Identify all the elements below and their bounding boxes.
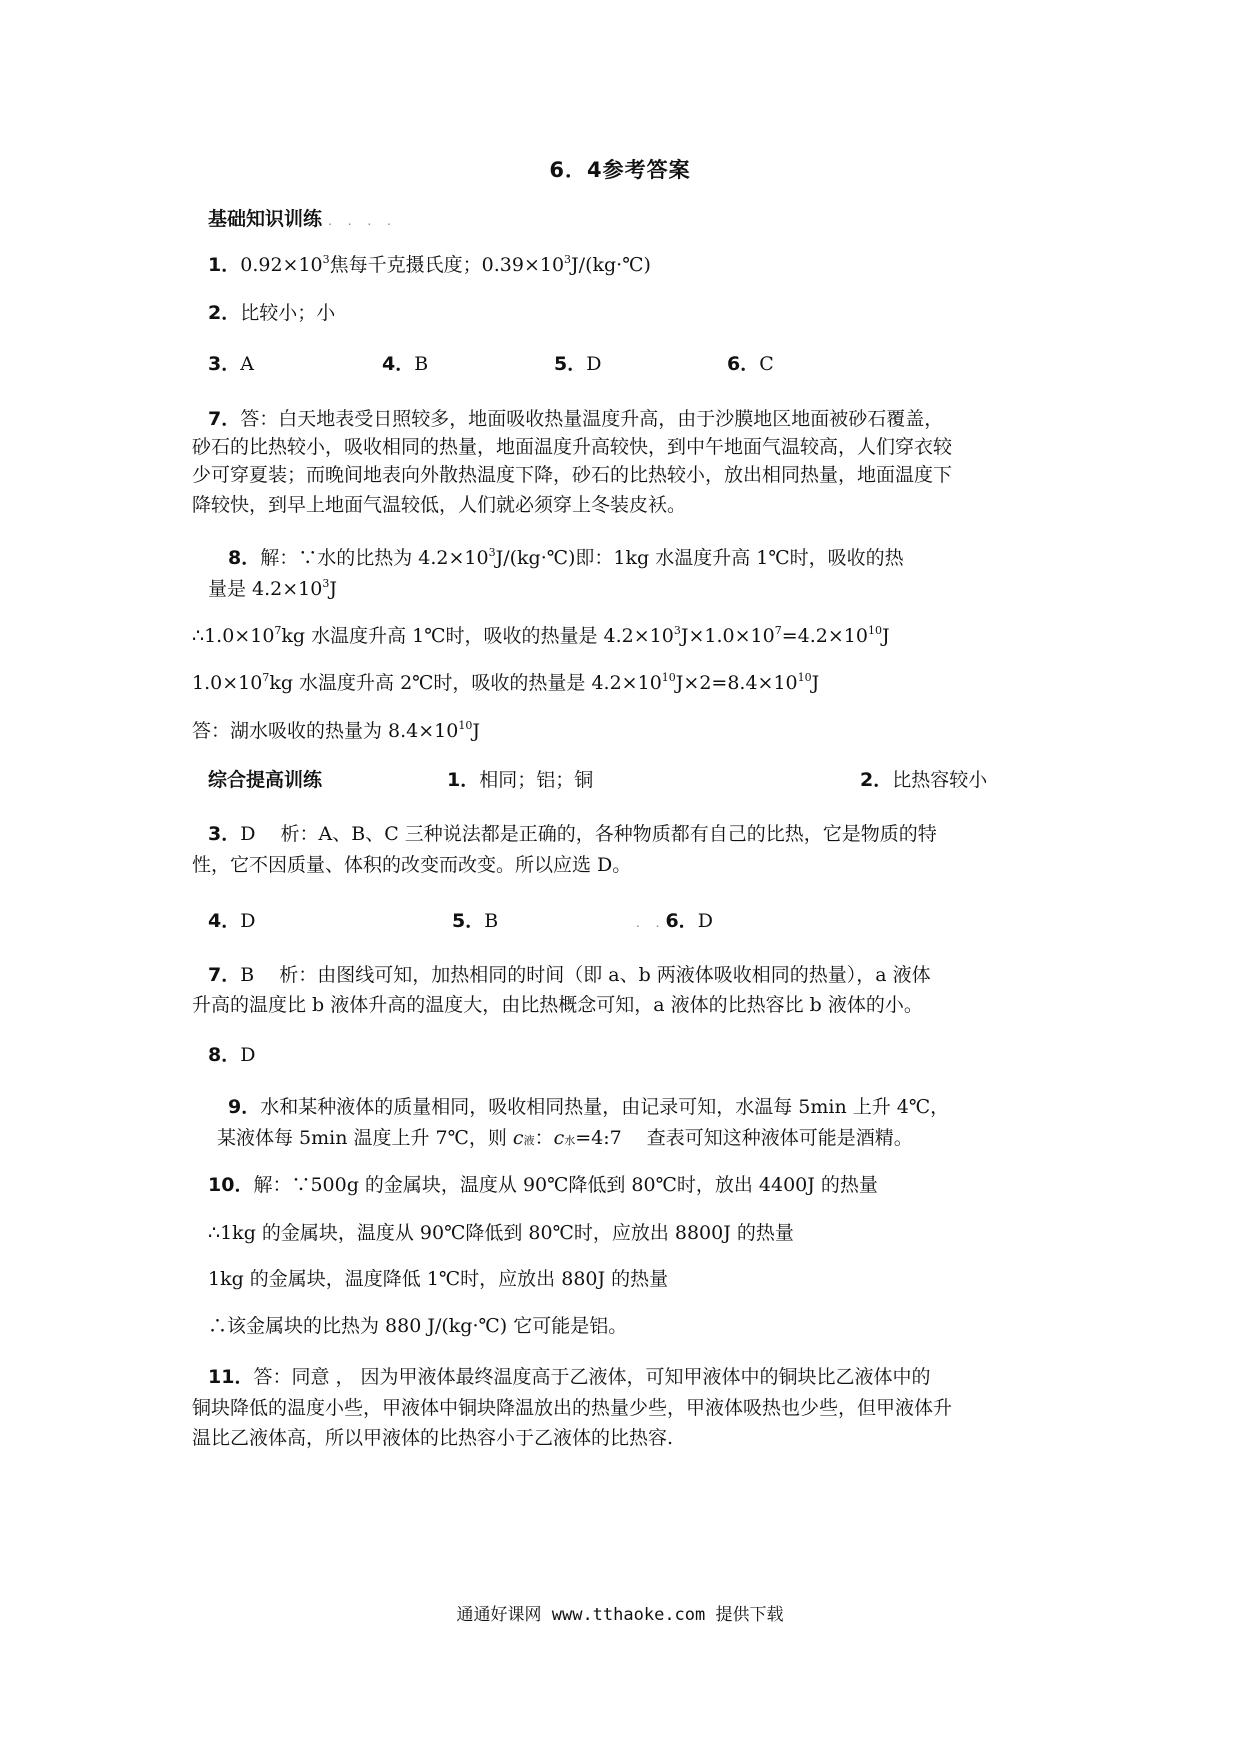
answer-text: C	[759, 353, 774, 375]
answer-text: D	[240, 1044, 256, 1066]
basic-q3-to-q6-row	[208, 349, 1028, 380]
advanced-q4	[208, 906, 255, 933]
question-number: 5．	[452, 910, 485, 932]
answer-text: B	[484, 910, 499, 932]
answer-text: D 析：A、B、C 三种说法都是正确的，各种物质都有自己的比热，它是物质的特	[240, 823, 937, 845]
page-title: 6．4参考答案	[549, 158, 691, 182]
answer-text: D	[586, 353, 602, 375]
exponent: 10	[867, 624, 882, 637]
answer-text: 某液体每 5min 温度上升 7℃，则	[217, 1127, 513, 1149]
answer-text: ∴1.0×10	[192, 625, 275, 647]
answer-text: 水和某种液体的质量相同，吸收相同热量，由记录可知，水温每 5min 上升 4℃，	[260, 1096, 950, 1118]
dots: . .	[636, 916, 666, 930]
answer-text: J/(kg·℃)	[571, 254, 651, 276]
advanced-q10-line4: ∴该金属块的比热为 880 J/(kg·℃) 它可能是铝。	[208, 1315, 628, 1337]
basic-q3	[208, 349, 254, 376]
answer-text: J×1.0×10	[680, 625, 775, 647]
heading-dots: . . . .	[328, 214, 397, 228]
answer-text: B	[414, 353, 429, 375]
footer-source: 通通好课网 www.tthaoke.com 提供下载	[456, 1605, 784, 1625]
basic-q5	[554, 349, 601, 376]
answer-text: J	[329, 578, 337, 600]
advanced-q1	[447, 765, 707, 796]
specific-heat-symbol: c	[553, 1127, 565, 1149]
answer-text: =4:7 查表可知这种液体可能是酒精。	[575, 1127, 913, 1149]
exponent: 3	[673, 624, 681, 637]
section-basic-heading: 基础知识训练	[208, 208, 323, 230]
advanced-q11-line3: 温比乙液体高，所以甲液体的比热容小于乙液体的比热容.	[192, 1427, 674, 1449]
subscript: 液	[523, 1134, 535, 1147]
basic-q4	[382, 349, 428, 376]
advanced-q4-to-q6-row	[208, 906, 1028, 937]
basic-q7-line1	[208, 404, 1078, 435]
advanced-q11-line2: 铜块降低的温度小些，甲液体中铜块降温放出的热量少些，甲液体吸热也少些，但甲液体升	[192, 1397, 953, 1419]
exponent: 10	[458, 719, 473, 732]
advanced-q2	[860, 765, 1060, 796]
exponent: 3	[322, 253, 330, 266]
basic-q8-line3	[192, 621, 1062, 652]
advanced-q3-line2: 性，它不因质量、体积的改变而改变。所以应选 D。	[192, 854, 632, 876]
basic-q7-line3: 少可穿夏装；而晚间地表向外散热温度下降，砂石的比热较小，放出相同热量，地面温度下	[192, 464, 953, 486]
question-number: 3．	[208, 823, 241, 845]
answer-text: 1.0×10	[192, 672, 263, 694]
advanced-q9-line1	[228, 1092, 1098, 1123]
exponent: 10	[797, 671, 812, 684]
basic-q1	[208, 250, 1078, 281]
section-basic-heading-line	[208, 204, 1078, 237]
advanced-q7-line2: 升高的温度比 b 液体升高的温度大，由比热概念可知，a 液体的比热容比 b 液体的小。	[192, 994, 923, 1016]
basic-q8-line5	[192, 716, 1062, 747]
exponent: 7	[274, 624, 282, 637]
exponent: 7	[262, 671, 270, 684]
question-number: 7．	[208, 408, 241, 430]
advanced-q8	[208, 1040, 1078, 1071]
answer-text: J/(kg·℃)即：1kg 水温度升高 1℃时，吸收的热	[495, 547, 904, 569]
question-number: 1．	[208, 254, 241, 276]
ratio-colon: ：	[534, 1127, 554, 1149]
question-number: 8．	[228, 547, 261, 569]
question-number: 2．	[860, 769, 893, 791]
question-number: 9．	[228, 1096, 261, 1118]
advanced-q9-line2	[217, 1123, 1087, 1156]
subscript: 水	[564, 1134, 576, 1147]
advanced-q3-line1	[208, 819, 1078, 850]
exponent: 3	[488, 546, 496, 559]
exponent: 3	[564, 253, 572, 266]
answer-text: 答：白天地表受日照较多，地面吸收热量温度升高，由于沙膜地区地面被砂石覆盖，	[240, 408, 944, 430]
answer-text: 0.92×10	[240, 254, 323, 276]
answer-text: =4.2×10	[781, 625, 868, 647]
answer-text: 比热容较小	[892, 769, 988, 791]
answer-text: J×2=8.4×10	[675, 672, 798, 694]
basic-q8-line1	[228, 543, 1098, 574]
basic-q8-line4	[192, 668, 1062, 699]
answer-text: 焦每千克摄氏度；0.39×10	[329, 254, 565, 276]
advanced-q10-line3: 1kg 的金属块，温度降低 1℃时，应放出 880J 的热量	[208, 1268, 669, 1290]
answer-text: kg 水温度升高 2℃时，吸收的热量是 4.2×10	[269, 672, 662, 694]
specific-heat-symbol: c	[512, 1127, 524, 1149]
question-number: 8．	[208, 1044, 241, 1066]
answer-text: kg 水温度升高 1℃时，吸收的热量是 4.2×10	[281, 625, 674, 647]
advanced-q7-line1	[208, 960, 1078, 991]
question-number: 1．	[447, 769, 480, 791]
question-number: 11．	[208, 1366, 254, 1388]
answer-text: B 析：由图线可知，加热相同的时间（即 a、b 两液体吸收相同的热量），a 液体	[240, 964, 931, 986]
basic-q6	[727, 349, 774, 376]
basic-q7-line2: 砂石的比热较小，吸收相同的热量，地面温度升高较快，到中午地面气温较高，人们穿衣较	[192, 436, 953, 458]
advanced-q6	[636, 906, 713, 933]
answer-text: D	[697, 910, 713, 932]
answer-text: J	[881, 625, 890, 647]
answer-text: 量是 4.2×10	[208, 578, 323, 600]
question-number: 4．	[382, 353, 415, 375]
basic-q7-line4: 降较快，到早上地面气温较低，人们就必须穿上冬装皮袄。	[192, 494, 687, 516]
exponent: 10	[661, 671, 676, 684]
exponent: 7	[774, 624, 782, 637]
answer-text: 答：湖水吸收的热量为 8.4×10	[192, 720, 459, 742]
answer-text: J	[811, 672, 820, 694]
question-number: 3．	[208, 353, 241, 375]
answer-text: 相同；铝；铜	[479, 769, 594, 791]
question-number: 5．	[554, 353, 587, 375]
answer-text: D	[240, 910, 256, 932]
basic-q8-line2	[208, 574, 1078, 605]
question-number: 2．	[208, 302, 241, 324]
section-advanced-heading: 综合提高训练	[208, 769, 323, 791]
question-number: 6．	[727, 353, 760, 375]
advanced-q11-line1	[208, 1362, 1078, 1393]
question-number: 4．	[208, 910, 241, 932]
answer-text: 比较小；小	[240, 302, 336, 324]
advanced-q5	[452, 906, 498, 933]
advanced-q10-line1	[208, 1170, 1078, 1201]
answer-text: 解：∵水的比热为 4.2×10	[260, 547, 489, 569]
answer-text: 解：∵500g 的金属块，温度从 90℃降低到 80℃时，放出 4400J 的热量	[253, 1174, 878, 1196]
question-number: 10．	[208, 1174, 254, 1196]
question-number: 6．	[665, 910, 698, 932]
basic-q2	[208, 298, 1078, 329]
answer-text: 答：同意 ， 因为甲液体最终温度高于乙液体，可知甲液体中的铜块比乙液体中的	[253, 1366, 931, 1388]
advanced-q10-line2: ∴1kg 的金属块，温度从 90℃降低到 80℃时，应放出 8800J 的热量	[208, 1222, 794, 1244]
question-number: 7．	[208, 964, 241, 986]
answer-text: A	[240, 353, 254, 375]
answer-text: J	[472, 720, 480, 742]
exponent: 3	[322, 577, 330, 590]
